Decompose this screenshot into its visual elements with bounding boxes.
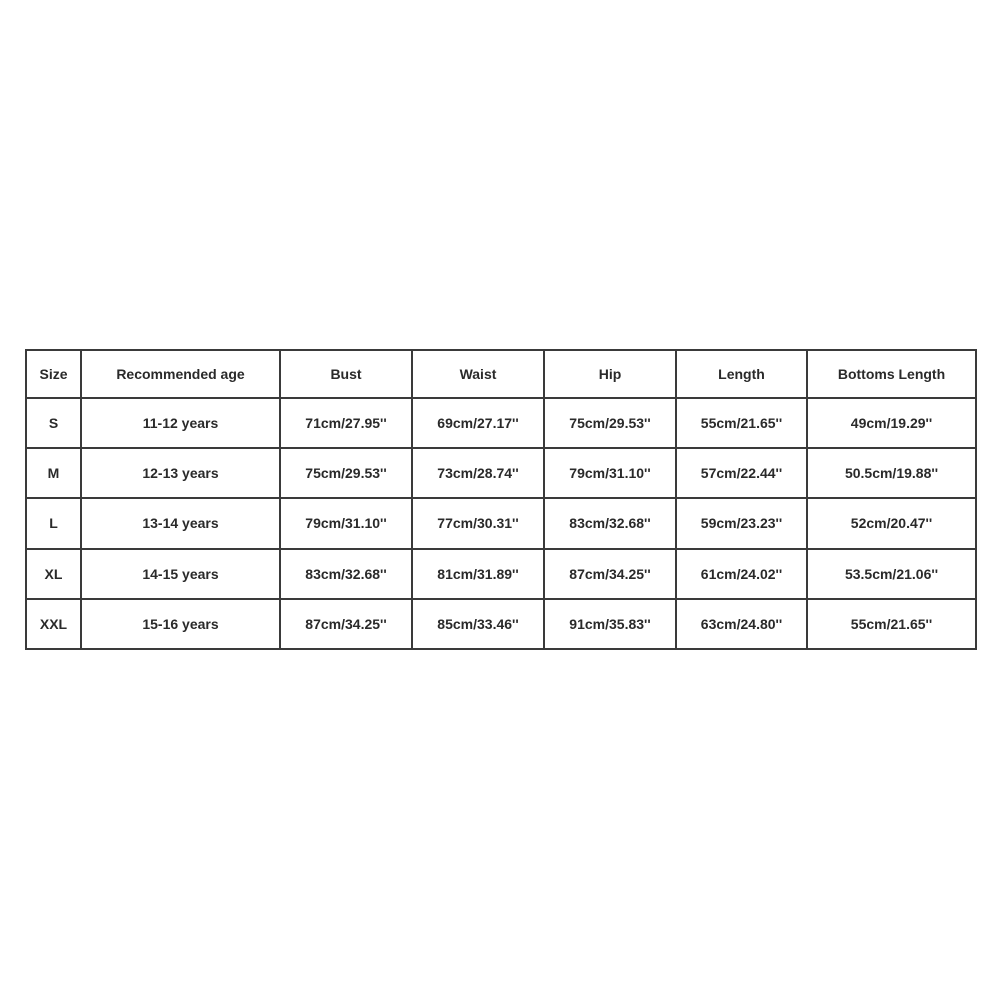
cell-bust: 83cm/32.68'' — [280, 549, 412, 599]
cell-bottoms-length: 50.5cm/19.88'' — [807, 448, 976, 498]
cell-bust: 79cm/31.10'' — [280, 498, 412, 548]
header-length: Length — [676, 350, 807, 398]
cell-recommended-age: 14-15 years — [81, 549, 280, 599]
cell-size: S — [26, 398, 81, 448]
cell-hip: 87cm/34.25'' — [544, 549, 676, 599]
header-hip: Hip — [544, 350, 676, 398]
cell-length: 55cm/21.65'' — [676, 398, 807, 448]
cell-length: 63cm/24.80'' — [676, 599, 807, 649]
cell-bust: 75cm/29.53'' — [280, 448, 412, 498]
cell-bottoms-length: 49cm/19.29'' — [807, 398, 976, 448]
cell-recommended-age: 13-14 years — [81, 498, 280, 548]
header-size: Size — [26, 350, 81, 398]
cell-recommended-age: 11-12 years — [81, 398, 280, 448]
cell-hip: 75cm/29.53'' — [544, 398, 676, 448]
cell-hip: 91cm/35.83'' — [544, 599, 676, 649]
header-bust: Bust — [280, 350, 412, 398]
cell-length: 61cm/24.02'' — [676, 549, 807, 599]
cell-recommended-age: 15-16 years — [81, 599, 280, 649]
cell-bust: 71cm/27.95'' — [280, 398, 412, 448]
table-row — [26, 498, 976, 548]
cell-waist: 73cm/28.74'' — [412, 448, 544, 498]
table-row — [26, 549, 976, 599]
header-recommended-age: Recommended age — [81, 350, 280, 398]
cell-recommended-age: 12-13 years — [81, 448, 280, 498]
cell-waist: 77cm/30.31'' — [412, 498, 544, 548]
table-header-row — [26, 350, 976, 398]
cell-bottoms-length: 53.5cm/21.06'' — [807, 549, 976, 599]
cell-size: L — [26, 498, 81, 548]
cell-waist: 69cm/27.17'' — [412, 398, 544, 448]
cell-hip: 83cm/32.68'' — [544, 498, 676, 548]
cell-waist: 81cm/31.89'' — [412, 549, 544, 599]
cell-length: 59cm/23.23'' — [676, 498, 807, 548]
size-chart-table — [25, 349, 977, 650]
table-row — [26, 448, 976, 498]
cell-bottoms-length: 55cm/21.65'' — [807, 599, 976, 649]
cell-size: XL — [26, 549, 81, 599]
table-row — [26, 599, 976, 649]
cell-hip: 79cm/31.10'' — [544, 448, 676, 498]
cell-size: M — [26, 448, 81, 498]
cell-bottoms-length: 52cm/20.47'' — [807, 498, 976, 548]
header-waist: Waist — [412, 350, 544, 398]
header-bottoms-length: Bottoms Length — [807, 350, 976, 398]
cell-waist: 85cm/33.46'' — [412, 599, 544, 649]
cell-bust: 87cm/34.25'' — [280, 599, 412, 649]
cell-length: 57cm/22.44'' — [676, 448, 807, 498]
table-row — [26, 398, 976, 448]
cell-size: XXL — [26, 599, 81, 649]
